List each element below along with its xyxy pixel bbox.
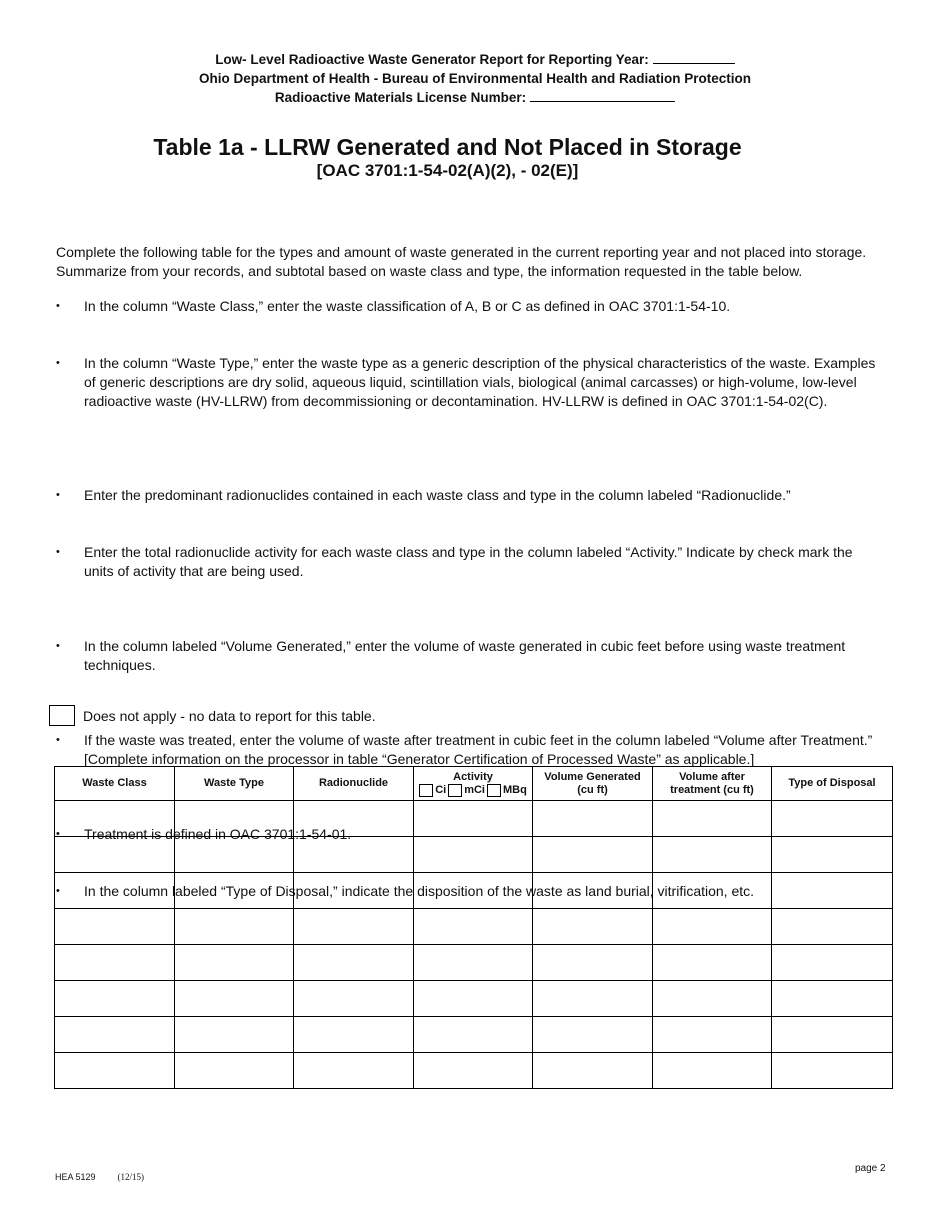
instruction-text: In the column labeled “Type of Disposal,” indicate the disposition of the waste as land burial, vitrification, etc.: [84, 883, 755, 899]
cell-waste-type[interactable]: [175, 909, 294, 945]
unit-mbq-label: MBq: [502, 783, 527, 796]
instruction-text: Treatment is defined in OAC 3701:1-54-01.: [84, 826, 352, 842]
cell-activity[interactable]: [414, 1053, 533, 1089]
table-row: [55, 981, 893, 1017]
cell-waste-class[interactable]: [55, 945, 175, 981]
cell-waste-type[interactable]: [175, 1017, 294, 1053]
header-line-license: [0, 88, 950, 107]
cell-waste-class[interactable]: [55, 1053, 175, 1089]
header-waste-type: Waste Type: [175, 767, 294, 801]
instruction-text: In the column “Waste Type,” enter the waste type as a generic description of the physical characteristics of the waste. Examples of generic descriptions are dry solid, aqueous liquid, scintillation vials, biological (animal carcasses) or high-volume, low-level radioactive waste (HV-LLRW) from decommissioning or decontamination. HV-LLRW is defined in OAC 3701:1-54-02(C).: [84, 355, 876, 409]
cell-volume-after[interactable]: [653, 1017, 772, 1053]
cell-volume-after[interactable]: [653, 981, 772, 1017]
header-type-of-disposal: Type of Disposal: [772, 767, 893, 801]
cell-volume-generated[interactable]: [533, 909, 653, 945]
cell-volume-after[interactable]: [653, 909, 772, 945]
volume-generated-label: Volume Generated: [544, 770, 641, 783]
reporting-year-label: Low- Level Radioactive Waste Generator Report for Reporting Year:: [215, 52, 649, 67]
table-title-block: [0, 133, 895, 181]
cell-waste-class[interactable]: [55, 981, 175, 1017]
instruction-text: Enter the predominant radionuclides contained in each waste class and type in the column labeled “Radionuclide.”: [84, 487, 791, 503]
does-not-apply-label: Does not apply - no data to report for this table.: [83, 707, 376, 724]
cell-waste-class[interactable]: [55, 837, 175, 873]
reporting-year-blank[interactable]: [653, 50, 735, 64]
unit-mci-label: mCi: [464, 783, 485, 796]
table-row: [55, 873, 893, 909]
form-date: (12/15): [117, 1172, 145, 1182]
unit-ci-label: Ci: [435, 783, 447, 796]
header-waste-class: Waste Class: [55, 767, 175, 801]
cell-waste-class[interactable]: [55, 909, 175, 945]
cell-radionuclide[interactable]: [294, 837, 414, 873]
llrw-table: [54, 766, 893, 1089]
header-activity: [414, 767, 533, 801]
cell-radionuclide[interactable]: [294, 945, 414, 981]
instruction-text: In the column “Waste Class,” enter the waste classification of A, B or C as defined in OAC 3701:1-54-10.: [84, 298, 731, 314]
cell-waste-type[interactable]: [175, 1053, 294, 1089]
bullet-icon: •: [56, 357, 60, 369]
cell-volume-after[interactable]: [653, 1053, 772, 1089]
unit-mbq-checkbox[interactable]: [487, 784, 501, 797]
cell-type-of-disposal[interactable]: [772, 1053, 893, 1089]
license-number-label: Radioactive Materials License Number:: [274, 90, 527, 105]
table-subtitle: [OAC 3701:1-54-02(A)(2), - 02(E)]: [316, 161, 579, 180]
cell-type-of-disposal[interactable]: [772, 909, 893, 945]
cell-radionuclide[interactable]: [294, 981, 414, 1017]
cell-volume-after[interactable]: [653, 873, 772, 909]
cell-waste-type[interactable]: [175, 801, 294, 837]
cell-type-of-disposal[interactable]: [772, 837, 893, 873]
cell-type-of-disposal[interactable]: [772, 981, 893, 1017]
table-row: [55, 801, 893, 837]
form-id: HEA 5129: [55, 1172, 96, 1182]
cell-volume-generated[interactable]: [533, 801, 653, 837]
table-row: [55, 837, 893, 873]
bullet-icon: •: [56, 546, 60, 558]
cell-volume-after[interactable]: [653, 801, 772, 837]
volume-generated-unit: (cu ft): [577, 783, 608, 796]
instruction-item: [56, 354, 886, 411]
cell-type-of-disposal[interactable]: [772, 945, 893, 981]
cell-activity[interactable]: [414, 981, 533, 1017]
cell-type-of-disposal[interactable]: [772, 1017, 893, 1053]
instruction-text: In the column labeled “Volume Generated,” enter the volume of waste generated in cubic feet before using waste treatment techniques.: [84, 638, 846, 673]
unit-mci-checkbox[interactable]: [448, 784, 462, 797]
table-row: [55, 1017, 893, 1053]
bullet-icon: •: [56, 828, 60, 840]
bullet-icon: •: [56, 734, 60, 746]
cell-waste-class[interactable]: [55, 1017, 175, 1053]
instruction-item: [56, 486, 886, 505]
cell-radionuclide[interactable]: [294, 801, 414, 837]
page-number: page 2: [855, 1163, 886, 1174]
bullet-icon: •: [56, 640, 60, 652]
instruction-item: [56, 637, 886, 675]
volume-after-label: Volume after: [679, 770, 745, 783]
cell-radionuclide[interactable]: [294, 1017, 414, 1053]
cell-volume-after[interactable]: [653, 945, 772, 981]
cell-activity[interactable]: [414, 909, 533, 945]
unit-ci-checkbox[interactable]: [419, 784, 433, 797]
form-id-footer: [55, 1172, 144, 1182]
header-radionuclide: Radionuclide: [294, 767, 414, 801]
cell-volume-generated[interactable]: [533, 873, 653, 909]
cell-radionuclide[interactable]: [294, 873, 414, 909]
does-not-apply-row: [49, 705, 376, 726]
cell-waste-type[interactable]: [175, 981, 294, 1017]
cell-volume-generated[interactable]: [533, 1053, 653, 1089]
instruction-item: [56, 297, 886, 316]
does-not-apply-checkbox[interactable]: [49, 705, 75, 726]
cell-activity[interactable]: [414, 837, 533, 873]
cell-activity[interactable]: [414, 1017, 533, 1053]
table-title: Table 1a - LLRW Generated and Not Placed in Storage: [153, 134, 742, 160]
cell-volume-generated[interactable]: [533, 837, 653, 873]
cell-volume-generated[interactable]: [533, 945, 653, 981]
table-body: [55, 801, 893, 1089]
instruction-item: [56, 731, 886, 769]
table-header-row: [55, 767, 893, 801]
cell-activity[interactable]: [414, 801, 533, 837]
table-row: [55, 909, 893, 945]
activity-units: [416, 784, 530, 797]
cell-volume-after[interactable]: [653, 837, 772, 873]
header-line-reporting-year: [0, 50, 950, 69]
cell-volume-generated[interactable]: [533, 981, 653, 1017]
cell-waste-type[interactable]: [175, 945, 294, 981]
cell-radionuclide[interactable]: [294, 909, 414, 945]
cell-waste-class[interactable]: [55, 801, 175, 837]
license-number-blank[interactable]: [530, 88, 675, 102]
bullet-icon: •: [56, 300, 60, 312]
header-volume-generated: [533, 767, 653, 801]
cell-type-of-disposal[interactable]: [772, 873, 893, 909]
cell-volume-generated[interactable]: [533, 1017, 653, 1053]
volume-after-unit: treatment (cu ft): [670, 783, 754, 796]
header-department: Ohio Department of Health - Bureau of Environmental Health and Radiation Protection: [198, 71, 752, 86]
cell-activity[interactable]: [414, 945, 533, 981]
instruction-text: Enter the total radionuclide activity for each waste class and type in the column labeled “Activity.” Indicate by check mark the units of activity that are being used.: [84, 544, 853, 579]
activity-label: Activity: [453, 770, 493, 783]
bullet-icon: •: [56, 885, 60, 897]
table-row: [55, 1053, 893, 1089]
cell-type-of-disposal[interactable]: [772, 801, 893, 837]
instruction-item: [56, 543, 886, 581]
table-row: [55, 945, 893, 981]
bullet-icon: •: [56, 489, 60, 501]
report-header: [0, 50, 950, 107]
intro-paragraph: Complete the following table for the types and amount of waste generated in the current reporting year and not placed into storage. Summarize from your records, and subtotal based on waste class and type, the information requested in the table below.: [56, 244, 867, 279]
cell-waste-type[interactable]: [175, 873, 294, 909]
cell-radionuclide[interactable]: [294, 1053, 414, 1089]
cell-activity[interactable]: [414, 873, 533, 909]
cell-waste-class[interactable]: [55, 873, 175, 909]
header-volume-after: [653, 767, 772, 801]
instruction-text: If the waste was treated, enter the volume of waste after treatment in cubic feet in the column labeled “Volume after Treatment.” [Complete information on the processor in table “Generator Certification of Processed Waste” as applicable.]: [84, 732, 873, 767]
cell-waste-type[interactable]: [175, 837, 294, 873]
